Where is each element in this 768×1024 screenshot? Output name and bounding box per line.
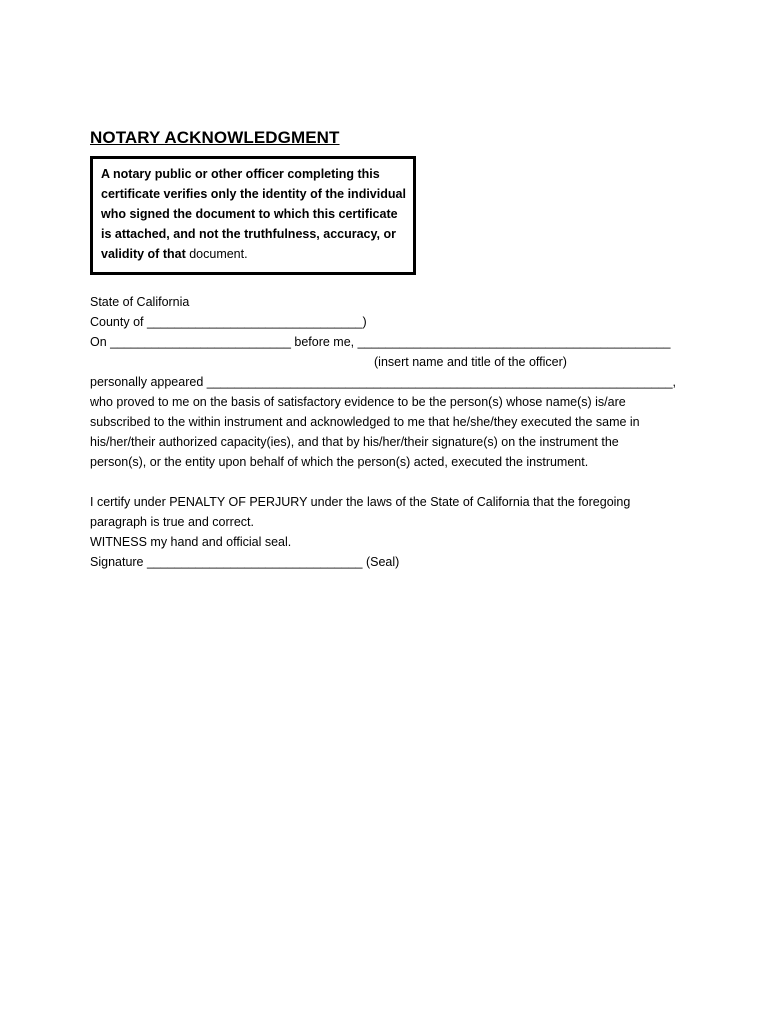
document-title: NOTARY ACKNOWLEDGMENT <box>90 128 340 147</box>
on-before-me-line: On __________________________ before me, _____________________________________________ <box>90 335 671 349</box>
county-line: County of _______________________________) <box>90 315 367 329</box>
acknowledgment-body <box>90 292 690 572</box>
certify-paragraph: I certify under PENALTY OF PERJURY under the laws of the State of California that the foregoing paragraph is true and correct. <box>90 495 631 529</box>
notice-box <box>90 156 416 275</box>
witness-line: WITNESS my hand and official seal. <box>90 535 292 549</box>
personally-appeared-line: personally appeared ___________________________________________________________________, <box>90 375 676 389</box>
notice-bold-text: A notary public or other officer completing this certificate verifies only the identity of the individual who signed the document to which this certificate is attached, and not the truthfulness, accuracy, or validity of that <box>101 167 406 261</box>
notice-normal-text: document. <box>185 247 248 261</box>
state-line: State of California <box>90 295 190 309</box>
proved-paragraph: who proved to me on the basis of satisfactory evidence to be the person(s) whose name(s) is/are subscribed to the within instrument and acknowledged to me that he/she/they executed the same in his/her/their authorized capacity(ies), and that by his/her/their signature(s) on the instrument the person(s), or the entity upon behalf of which the person(s) acted, executed the instrument. <box>90 395 640 469</box>
officer-caption: (insert name and title of the officer) <box>374 355 567 369</box>
signature-line: Signature _______________________________ (Seal) <box>90 555 400 569</box>
paragraph-spacer <box>90 472 690 492</box>
